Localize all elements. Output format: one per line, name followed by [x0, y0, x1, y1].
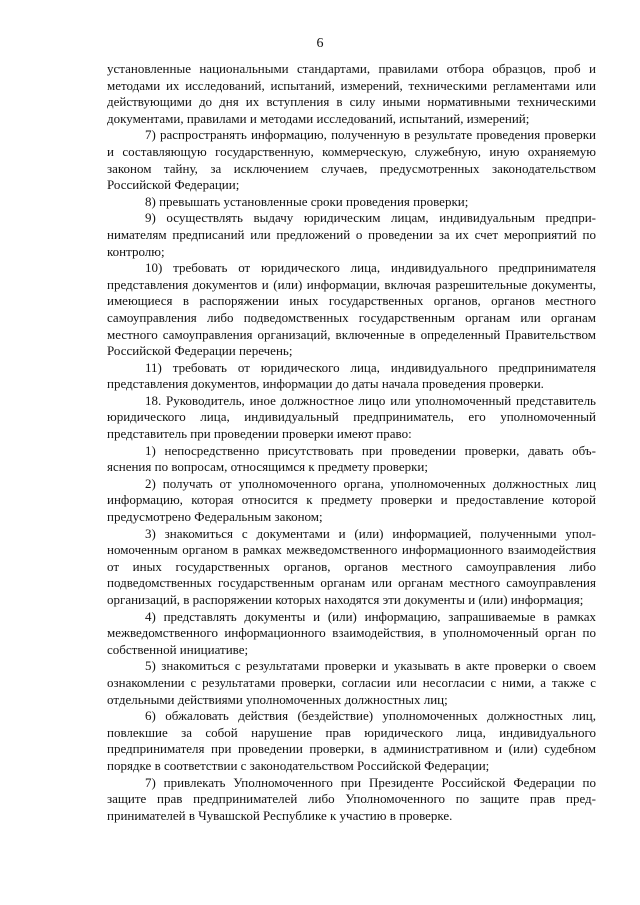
paragraph-item-7-disclose: 7) распространять информацию, полученную в результате проведения проверки и составляющую государственную, коммерческую, служебную, иную охраняемую законом тайну, за исключением случаев, предусмотренных законодательством Российской Федерации;	[107, 127, 596, 193]
page-number: 6	[316, 36, 324, 51]
paragraph-right-7: 7) привлекать Уполномоченного при Президенте Российской Федерации по защите прав предпринимателей либо Уполномоченного по защите прав предпринимателей в Чувашской Республике к участию в проверке.	[107, 774, 596, 823]
paragraph-continuation: установленные национальными стандартами, правилами отбора образцов, проб и методами их исследований, испытаний, измерений, техническими регламентами или действующими до дня их вступления в силу иными нормативными техническими документами, правилами и методами исследований, испытаний, измерений;	[107, 61, 596, 126]
paragraph-item-11-before-start: 11) требовать от юридического лица, индивидуального предпринимателя представления документов, информации до даты начала проведения проверки.	[107, 359, 596, 392]
paragraph-right-1: 1) непосредственно присутствовать при проведении проверки, давать объяснения по вопросам, относящимся к предмету проверки;	[107, 442, 596, 475]
paragraph-item-10-documents: 10) требовать от юридического лица, индивидуального предпринимателя представления документов и (или) информации, включая разрешительные документы, имеющиеся в распоряжении иных государственных органов, органов местного самоуправления либо подведомственных государственным органам или органам местного самоуправления организаций, включенные в определенный Правительством Российской Федерации перечень;	[107, 260, 596, 359]
paragraph-right-5: 5) знакомиться с результатами проверки и указывать в акте проверки о своем ознакомлении с результатами проверки, согласии или несогласии с ними, а также с отдельными действиями уполномоченных должностных лиц;	[107, 658, 596, 707]
paragraph-right-2: 2) получать от уполномоченного органа, уполномоченных должностных лиц информацию, которая относится к предмету проверки и предоставление которой предусмотрено Федеральным законом;	[107, 475, 596, 525]
document-body	[107, 61, 596, 824]
paragraph-right-3: 3) знакомиться с документами и (или) информацией, полученными уполномоченным органом в рамках межведомственного информационного взаимодействия от иных государственных органов, органов местного самоуправления либо подведомственных государственным органам или органам местного самоуправления организаций, в распоряжении которых находятся эти документы и (или) информация;	[107, 525, 596, 607]
paragraph-item-8-deadlines: 8) превышать установленные сроки проведения проверки;	[145, 193, 469, 209]
paragraph-section-18: 18. Руководитель, иное должностное лицо или уполномоченный представитель юридического лица, индивидуальный предприниматель, его уполномоченный представитель при проведении проверки имеют право:	[107, 392, 596, 442]
paragraph-right-4: 4) представлять документы и (или) информацию, запрашиваемые в рамках межведомственного информационного взаимодействия, в уполномоченный орган по собственной инициативе;	[107, 608, 596, 657]
paragraph-right-6: 6) обжаловать действия (бездействие) уполномоченных должностных лиц, повлекшие за собой нарушение прав юридического лица, индивидуального предпринимателя при проведении проверки, в административном и (или) судебном порядке в соответствии с законодательством Российской Федерации;	[107, 708, 596, 773]
paragraph-item-9-orders: 9) осуществлять выдачу юридическим лицам, индивидуальным предпринимателям предписаний или предложений о проведении за их счет мероприятий по контролю;	[107, 210, 596, 259]
